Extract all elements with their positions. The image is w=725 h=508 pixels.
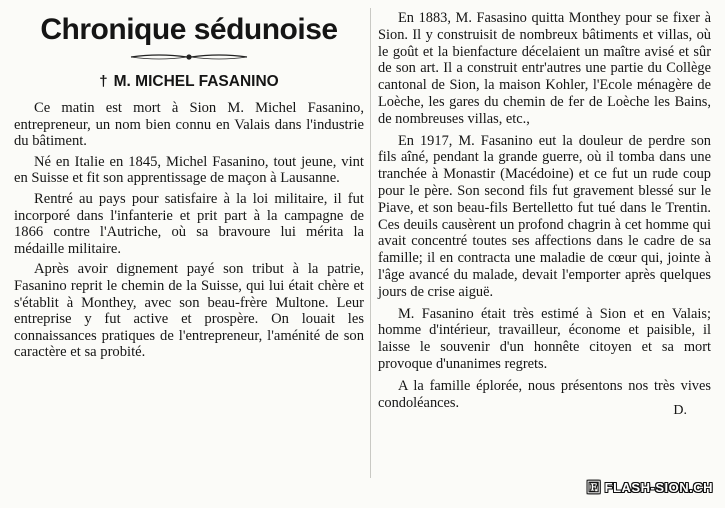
paragraph: A la famille éplorée, nous présentons nos très vives condoléances. [378,377,711,411]
signature: D. [673,403,687,419]
left-column [14,10,364,361]
paragraph: Après avoir dignement payé son tribut à la patrie, Fasanino reprit le chemin de la Suisse, qui lui était chère et s'établit à Monthey, avec son beau-frère Multone. Leur entreprise y fut active et prospère. On louait les connaissances pratiques de l'entrepreneur, l'aménité de son caractère et sa probité. [14,261,364,361]
masthead-title: Chronique sédunoise [40,13,338,46]
paragraph: En 1917, M. Fasanino eut la douleur de perdre son fils aîné, pendant la grande guerre, où il tomba dans une tranchée à Monastir (Macédoine) et ce fut un rude coup pour le père. Son second fils fut gravement blessé sur le Piave, et son beau-fils Bertelletto fut tué dans le Trentin. Ces deuils causèrent un profond chagrin à cet homme qui avait concentré toutes ses affections dans le cadre de sa famille; il en contracta une maladie de cœur qui, jointe à l'âge avancé du malade, devait l'emporter après quelques jours de crise aiguë. [378,132,711,300]
cross-icon: † [99,73,108,90]
paragraph: En 1883, M. Fasasino quitta Monthey pour se fixer à Sion. Il y construisit de nombreux bâtiments et villas, où le goût et la bienfacture décelaient un maître avisé et sûr de son art. Il a construit entr'autres une partie du Collège cantonal de Sion, la maison Kohler, l'Ecole ménagère de Loèche, les gares du chemin de fer de Loèche les Bains, de nombreuses villas, etc., [378,10,711,127]
ornament-divider [14,52,364,62]
watermark [587,477,713,496]
paragraph: Né en Italie en 1845, Michel Fasanino, tout jeune, vint en Suisse et fit son apprentissage de maçon à Lausanne. [14,153,364,187]
paragraph: Rentré au pays pour satisfaire à la loi militaire, il fut incorporé dans l'infanterie et prit part à la campagne de 1866 contre l'Autriche, où sa bravoure lui mérita la médaille militaire. [14,190,364,257]
paragraph: M. Fasanino était très estimé à Sion et en Valais; homme d'intérieur, travailleur, économe et paisible, il laisse le souvenir d'un honnête citoyen et sa mort provoque d'unanimes regrets. [378,305,711,372]
ornament-flourish-icon [129,52,249,62]
article-heading [14,72,364,92]
watermark-text: FLASH-SION.CH [604,480,713,495]
watermark-logo-icon: 🄵 [587,480,601,495]
article-title: M. MICHEL FASANINO [113,73,279,90]
column-divider [370,8,371,478]
right-column [378,10,711,419]
paragraph: Ce matin est mort à Sion M. Michel Fasanino, entrepreneur, un nom bien connu en Valais dans l'industrie du bâtiment. [14,100,364,150]
